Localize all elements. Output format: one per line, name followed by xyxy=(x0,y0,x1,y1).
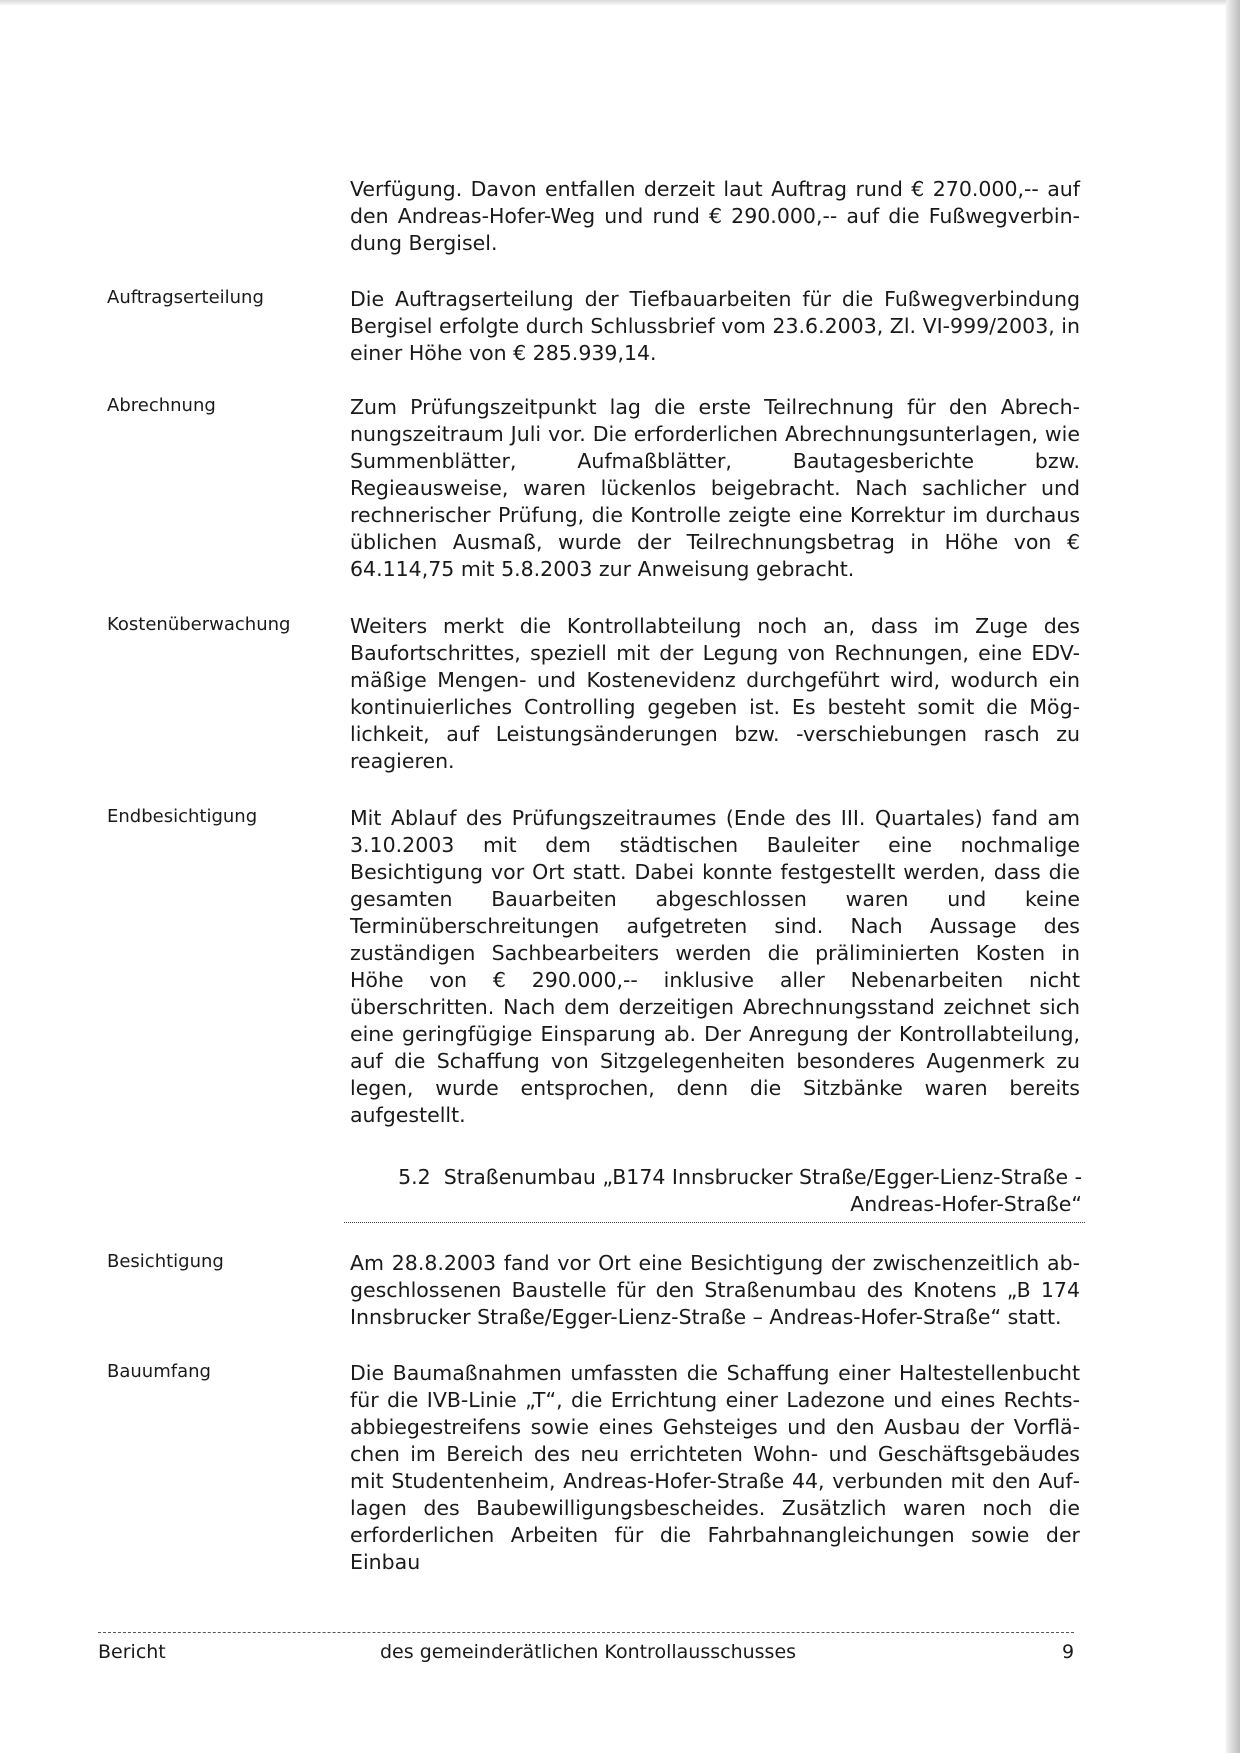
scan-edge-right xyxy=(1226,0,1240,1753)
intro-paragraph: Verfügung. Davon entfallen derzeit laut Auftrag rund € 270.000,-- auf den Andreas-Hofer-Weg und rund € 290.000,-- auf die Fußwegverbindung Bergisel. xyxy=(350,177,1080,255)
margin-label-endbesichtigung: Endbesichtigung xyxy=(107,806,258,827)
scan-edge-top xyxy=(0,0,1240,6)
margin-label-besichtigung: Besichtigung xyxy=(107,1251,224,1272)
paragraph-endbesichtigung: Mit Ablauf des Prüfungszeitraumes (Ende des III. Quartales) fand am 3.10.2003 mit dem städtischen Bauleiter eine nochmalige Besichtigung vor Ort statt. Dabei konnte festgestellt werden, dass die gesamten Bauarbeiten abgeschlossen waren und keine Terminüberschreitungen aufgetreten sind. Nach Aussage des zuständigen Sachbearbeiters werden die präliminierten Kosten in Höhe von € 290.000,-- inklusive aller Nebenarbeiten nicht überschritten. Nach dem derzeitigen Abrechnungsstand zeichnet sich eine geringfügige Einsparung ab. Der Anregung der Kontrollabteilung, auf die Schaffung von Sitzgelegenheiten besonderes Augenmerk zu legen, wurde entsprochen, denn die Sitzbänke waren bereits aufgestellt. xyxy=(350,806,1080,1127)
heading-dotted-rule xyxy=(344,1222,1085,1223)
paragraph-auftragserteilung: Die Auftragserteilung der Tiefbauarbeiten für die Fußwegverbindung Bergisel erfolgte durch Schlussbrief vom 23.6.2003, Zl. VI-999/2003, in einer Höhe von € 285.939,14. xyxy=(350,287,1080,365)
margin-label-auftragserteilung: Auftragserteilung xyxy=(107,287,264,308)
footer-committee-name: des gemeinderätlichen Kontrollausschusses xyxy=(380,1641,797,1663)
paragraph-kostenueberwachung: Weiters merkt die Kontrollabteilung noch an, dass im Zuge des Baufortschrittes, speziell mit der Legung von Rechnungen, eine EDV-mäßige Mengen- und Kostenevidenz durchgeführt wird, wodurch ein kontinuierliches Controlling gegeben ist. Es besteht somit die Möglichkeit, auf Leistungsänderungen bzw. -verschiebungen rasch zu reagieren. xyxy=(350,614,1080,773)
paragraph-bauumfang: Die Baumaßnahmen umfassten die Schaffung einer Haltestellenbucht für die IVB-Linie „T“, die Errichtung einer Ladezone und eines Rechtsabbiegestreifens sowie eines Gehsteiges und den Ausbau der Vorflächen im Bereich des neu errichteten Wohn- und Geschäftsgebäudes mit Studentenheim, Andreas-Hofer-Straße 44, verbunden mit den Auflagen des Baubewilligungsbescheides. Zusätzlich waren noch die erforderlichen Arbeiten für die Fahrbahnangleichungen sowie der Einbau xyxy=(350,1361,1080,1574)
section-heading-line1 xyxy=(350,1164,1082,1191)
margin-label-bauumfang: Bauumfang xyxy=(107,1361,211,1382)
footer-dashed-rule xyxy=(98,1632,1074,1633)
section-title-line2: Andreas-Hofer-Straße“ xyxy=(850,1192,1082,1216)
section-title-line1: Straßenumbau „B174 Innsbrucker Straße/Egger-Lienz-Straße - xyxy=(443,1165,1082,1189)
section-heading xyxy=(350,1164,1082,1218)
paragraph-abrechnung: Zum Prüfungszeitpunkt lag die erste Teilrechnung für den Abrechnungszeitraum Juli vor. Die erforderlichen Abrechnungsunterlagen, wie Summenblätter, Aufmaßblätter, Bautagesberichte bzw. Regieausweise, waren lückenlos beigebracht. Nach sachlicher und rechnerischer Prüfung, die Kontrolle zeigte eine Korrektur im durchaus üblichen Ausmaß, wurde der Teilrechnungsbetrag in Höhe von € 64.114,75 mit 5.8.2003 zur Anweisung gebracht. xyxy=(350,395,1080,581)
paragraph-besichtigung: Am 28.8.2003 fand vor Ort eine Besichtigung der zwischenzeitlich abgeschlossenen Baustelle für den Straßenumbau des Knotens „B 174 Innsbrucker Straße/Egger-Lienz-Straße – Andreas-Hofer-Straße“ statt. xyxy=(350,1251,1080,1329)
margin-label-abrechnung: Abrechnung xyxy=(107,395,216,416)
page-number: 9 xyxy=(1062,1641,1075,1663)
margin-label-kostenueberwachung: Kostenüberwachung xyxy=(107,614,291,635)
section-number: 5.2 xyxy=(398,1165,431,1189)
footer-report-label: Bericht xyxy=(98,1641,166,1663)
